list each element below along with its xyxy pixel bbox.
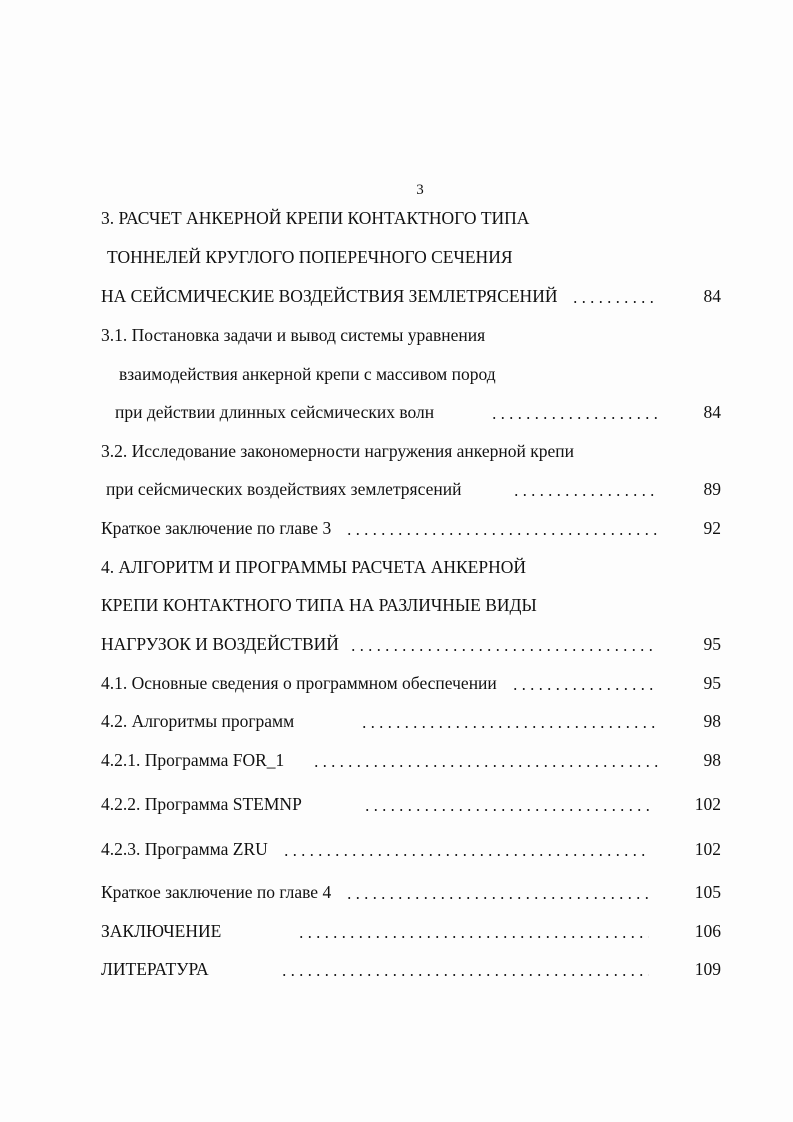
toc-entry-page: 84	[703, 286, 721, 306]
toc-entry-title: 3. РАСЧЕТ АНКЕРНОЙ КРЕПИ КОНТАКТНОГО ТИПА	[101, 208, 530, 228]
toc-entry[interactable]	[101, 325, 721, 347]
toc-entry-title: 4.2. Алгоритмы программ	[101, 711, 295, 731]
toc-entry-title: 4.1. Основные сведения о программном обеспечении	[101, 673, 497, 693]
toc-entry[interactable]	[101, 959, 721, 981]
toc-entry[interactable]	[119, 364, 739, 386]
toc-entry-title: КРЕПИ КОНТАКТНОГО ТИПА НА РАЗЛИЧНЫЕ ВИДЫ	[101, 595, 537, 615]
toc-entry[interactable]	[101, 557, 721, 579]
toc-entry[interactable]	[101, 882, 721, 904]
toc-entry-title: 4.2.2. Программа STEMNP	[101, 794, 302, 814]
toc-entry[interactable]	[101, 794, 721, 816]
dot-leader	[345, 533, 657, 535]
toc-entry[interactable]	[101, 286, 721, 308]
dot-leader	[571, 301, 657, 303]
toc-entry-page: 105	[694, 882, 721, 902]
toc-entry-title: 4.2.3. Программа ZRU	[101, 839, 268, 859]
toc-entry-title: при сейсмических воздействиях землетрясений	[106, 479, 462, 499]
toc-entry-page: 106	[694, 921, 721, 941]
toc-entry[interactable]	[101, 750, 721, 772]
dot-leader	[282, 854, 649, 856]
toc-entry-title: взаимодействия анкерной крепи с массивом пород	[119, 364, 496, 384]
toc-entry-title: ЛИТЕРАТУРА	[101, 959, 209, 979]
toc-entry-page: 98	[703, 711, 721, 731]
dot-leader	[349, 649, 658, 651]
toc-entry-page: 98	[703, 750, 721, 770]
dot-leader	[360, 726, 657, 728]
toc-entry-page: 102	[694, 839, 721, 859]
dot-leader	[512, 494, 657, 496]
toc-entry[interactable]	[101, 595, 721, 617]
dot-leader	[511, 688, 658, 690]
toc-entry-title: Краткое заключение по главе 4	[101, 882, 332, 902]
toc-entry-title: 4. АЛГОРИТМ И ПРОГРАММЫ РАСЧЕТА АНКЕРНОЙ	[101, 557, 527, 577]
toc-entry[interactable]	[101, 208, 721, 230]
toc-entry[interactable]	[101, 673, 721, 695]
dot-leader	[363, 809, 649, 811]
toc-entry-page: 92	[703, 518, 721, 538]
toc-entry-title: НА СЕЙСМИЧЕСКИЕ ВОЗДЕЙСТВИЯ ЗЕМЛЕТРЯСЕНИЙ	[101, 286, 558, 306]
toc-entry-page: 84	[703, 402, 721, 422]
page-number: 3	[416, 182, 424, 198]
dot-leader	[297, 936, 648, 938]
dot-leader	[312, 765, 657, 767]
toc-entry[interactable]	[101, 921, 721, 943]
toc-entry-page: 95	[703, 673, 721, 693]
dot-leader	[280, 974, 649, 976]
toc-entry[interactable]	[101, 634, 721, 656]
toc-entry-title: ЗАКЛЮЧЕНИЕ	[101, 921, 222, 941]
toc-entry-title: НАГРУЗОК И ВОЗДЕЙСТВИЙ	[101, 634, 339, 654]
toc-entry[interactable]	[115, 402, 721, 424]
toc-entry[interactable]	[101, 839, 721, 861]
toc-entry-page: 102	[694, 794, 721, 814]
toc-entry-title: 4.2.1. Программа FOR_1	[101, 750, 285, 770]
toc-entry-page: 95	[703, 634, 721, 654]
toc-entry[interactable]	[107, 247, 727, 269]
toc-entry[interactable]	[101, 518, 721, 540]
toc-entry-page: 109	[694, 959, 721, 979]
toc-entry-title: ТОННЕЛЕЙ КРУГЛОГО ПОПЕРЕЧНОГО СЕЧЕНИЯ	[107, 247, 513, 267]
toc-entry[interactable]	[106, 479, 721, 501]
toc-entry[interactable]	[101, 711, 721, 733]
dot-leader	[490, 417, 657, 419]
toc-entry-title: 3.2. Исследование закономерности нагружения анкерной крепи	[101, 441, 574, 461]
dot-leader	[345, 897, 649, 899]
toc-entry-title: 3.1. Постановка задачи и вывод системы уравнения	[101, 325, 486, 345]
toc-entry[interactable]	[101, 441, 721, 463]
toc-entry-title: при действии длинных сейсмических волн	[115, 402, 435, 422]
toc-entry-page: 89	[703, 479, 721, 499]
toc-entry-title: Краткое заключение по главе 3	[101, 518, 332, 538]
